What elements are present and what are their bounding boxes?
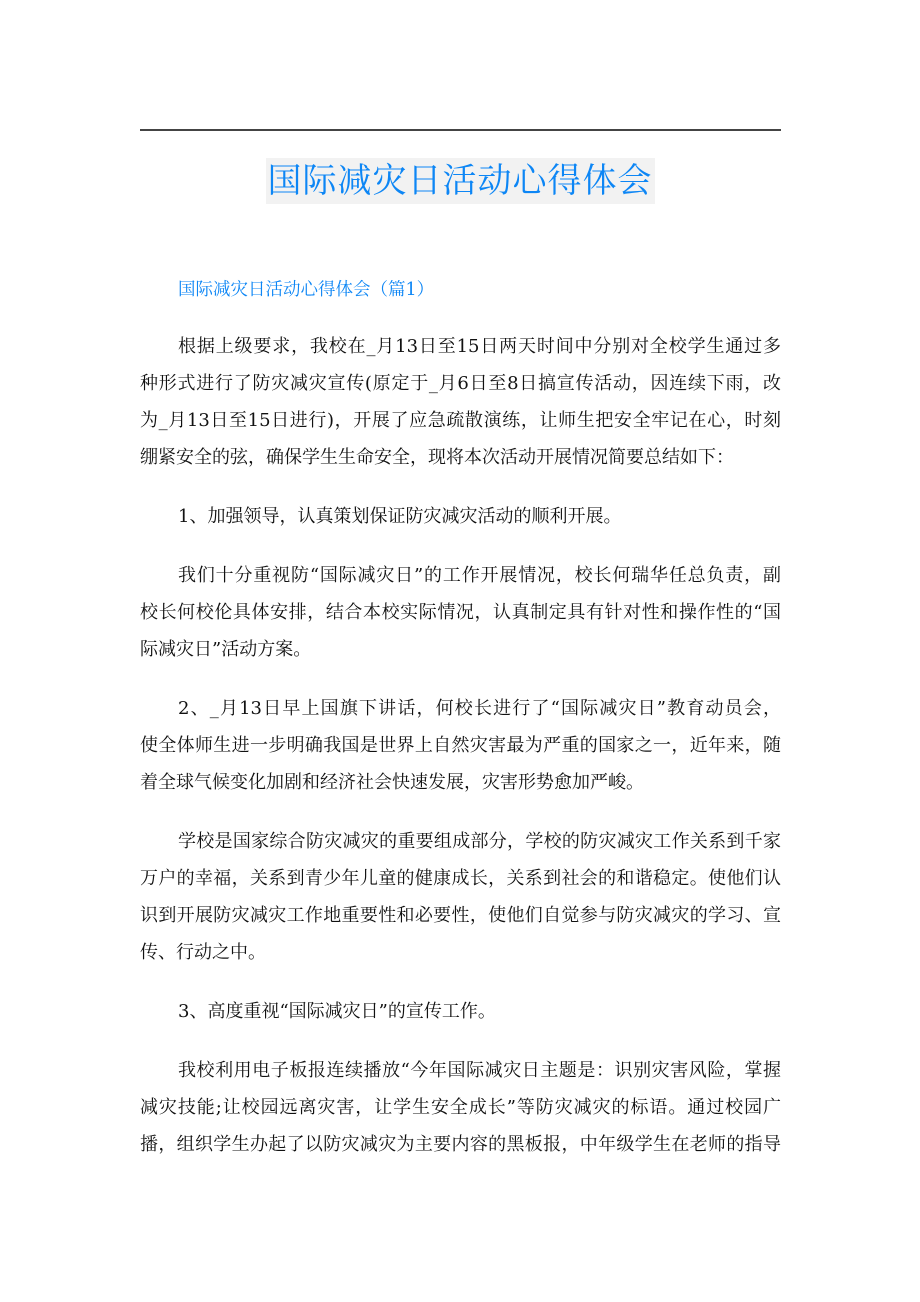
paragraph — [140, 328, 781, 476]
paragraph-line: 种形式进行了防灾减灾宣传(原定于_月6日至8日搞宣传活动，因连续下雨，改 — [140, 373, 781, 394]
paragraph-line: 识到开展防灾减灾工作地重要性和必要性，使他们自觉参与防灾减灾的学习、宣 — [140, 905, 781, 926]
paragraph-line: 播，组织学生办起了以防灾减灾为主要内容的黑板报，中年级学生在老师的指导 — [140, 1134, 781, 1155]
paragraph-line: 校长何校伦具体安排，结合本校实际情况，认真制定具有针对性和操作性的“国 — [140, 602, 781, 623]
paragraph-line: 着全球气候变化加剧和经济社会快速发展，灾害形势愈加严峻。 — [140, 772, 644, 793]
paragraph-line: 传、行动之中。 — [140, 942, 266, 963]
paragraph-line: 学校是国家综合防灾减灾的重要组成部分，学校的防灾减灾工作关系到千家 — [178, 831, 781, 852]
paragraph-line: 2、_月13日早上国旗下讲话，何校长进行了“国际减灾日”教育动员会， — [178, 698, 781, 719]
paragraph — [140, 993, 781, 1030]
paragraph-line: 根据上级要求，我校在_月13日至15日两天时间中分别对全校学生通过多 — [178, 336, 781, 357]
paragraph — [140, 498, 781, 535]
paragraph-line: 使全体师生进一步明确我国是世界上自然灾害最为严重的国家之一，近年来，随 — [140, 735, 781, 756]
paragraph — [140, 690, 781, 801]
paragraph-line: 我们十分重视防“国际减灾日”的工作开展情况，校长何瑞华任总负责，副 — [178, 565, 781, 586]
document-title: 国际减灾日活动心得体会 — [266, 158, 655, 204]
paragraph-line: 1、加强领导，认真策划保证防灾减灾活动的顺利开展。 — [178, 506, 622, 527]
paragraph — [140, 557, 781, 668]
title-wrapper — [0, 158, 920, 204]
paragraph-line: 减灾技能;让校园远离灾害，让学生安全成长”等防灾减灾的标语。通过校园广 — [140, 1097, 781, 1118]
top-rule — [140, 129, 781, 131]
paragraph — [140, 1052, 781, 1163]
section-heading: 国际减灾日活动心得体会（篇1） — [178, 280, 435, 300]
paragraph-line: 3、高度重视“国际减灾日”的宣传工作。 — [178, 1001, 496, 1022]
paragraph-line: 际减灾日”活动方案。 — [140, 639, 312, 660]
paragraph-line: 绷紧安全的弦，确保学生生命安全，现将本次活动开展情况简要总结如下： — [140, 447, 734, 468]
paragraph-line: 为_月13日至15日进行)，开展了应急疏散演练，让师生把安全牢记在心，时刻 — [140, 410, 781, 431]
paragraph-line: 我校利用电子板报连续播放“今年国际减灾日主题是：识别灾害风险，掌握 — [178, 1060, 781, 1081]
paragraph — [140, 823, 781, 971]
document-body — [140, 328, 781, 1185]
paragraph-line: 万户的幸福，关系到青少年儿童的健康成长，关系到社会的和谐稳定。使他们认 — [140, 868, 781, 889]
